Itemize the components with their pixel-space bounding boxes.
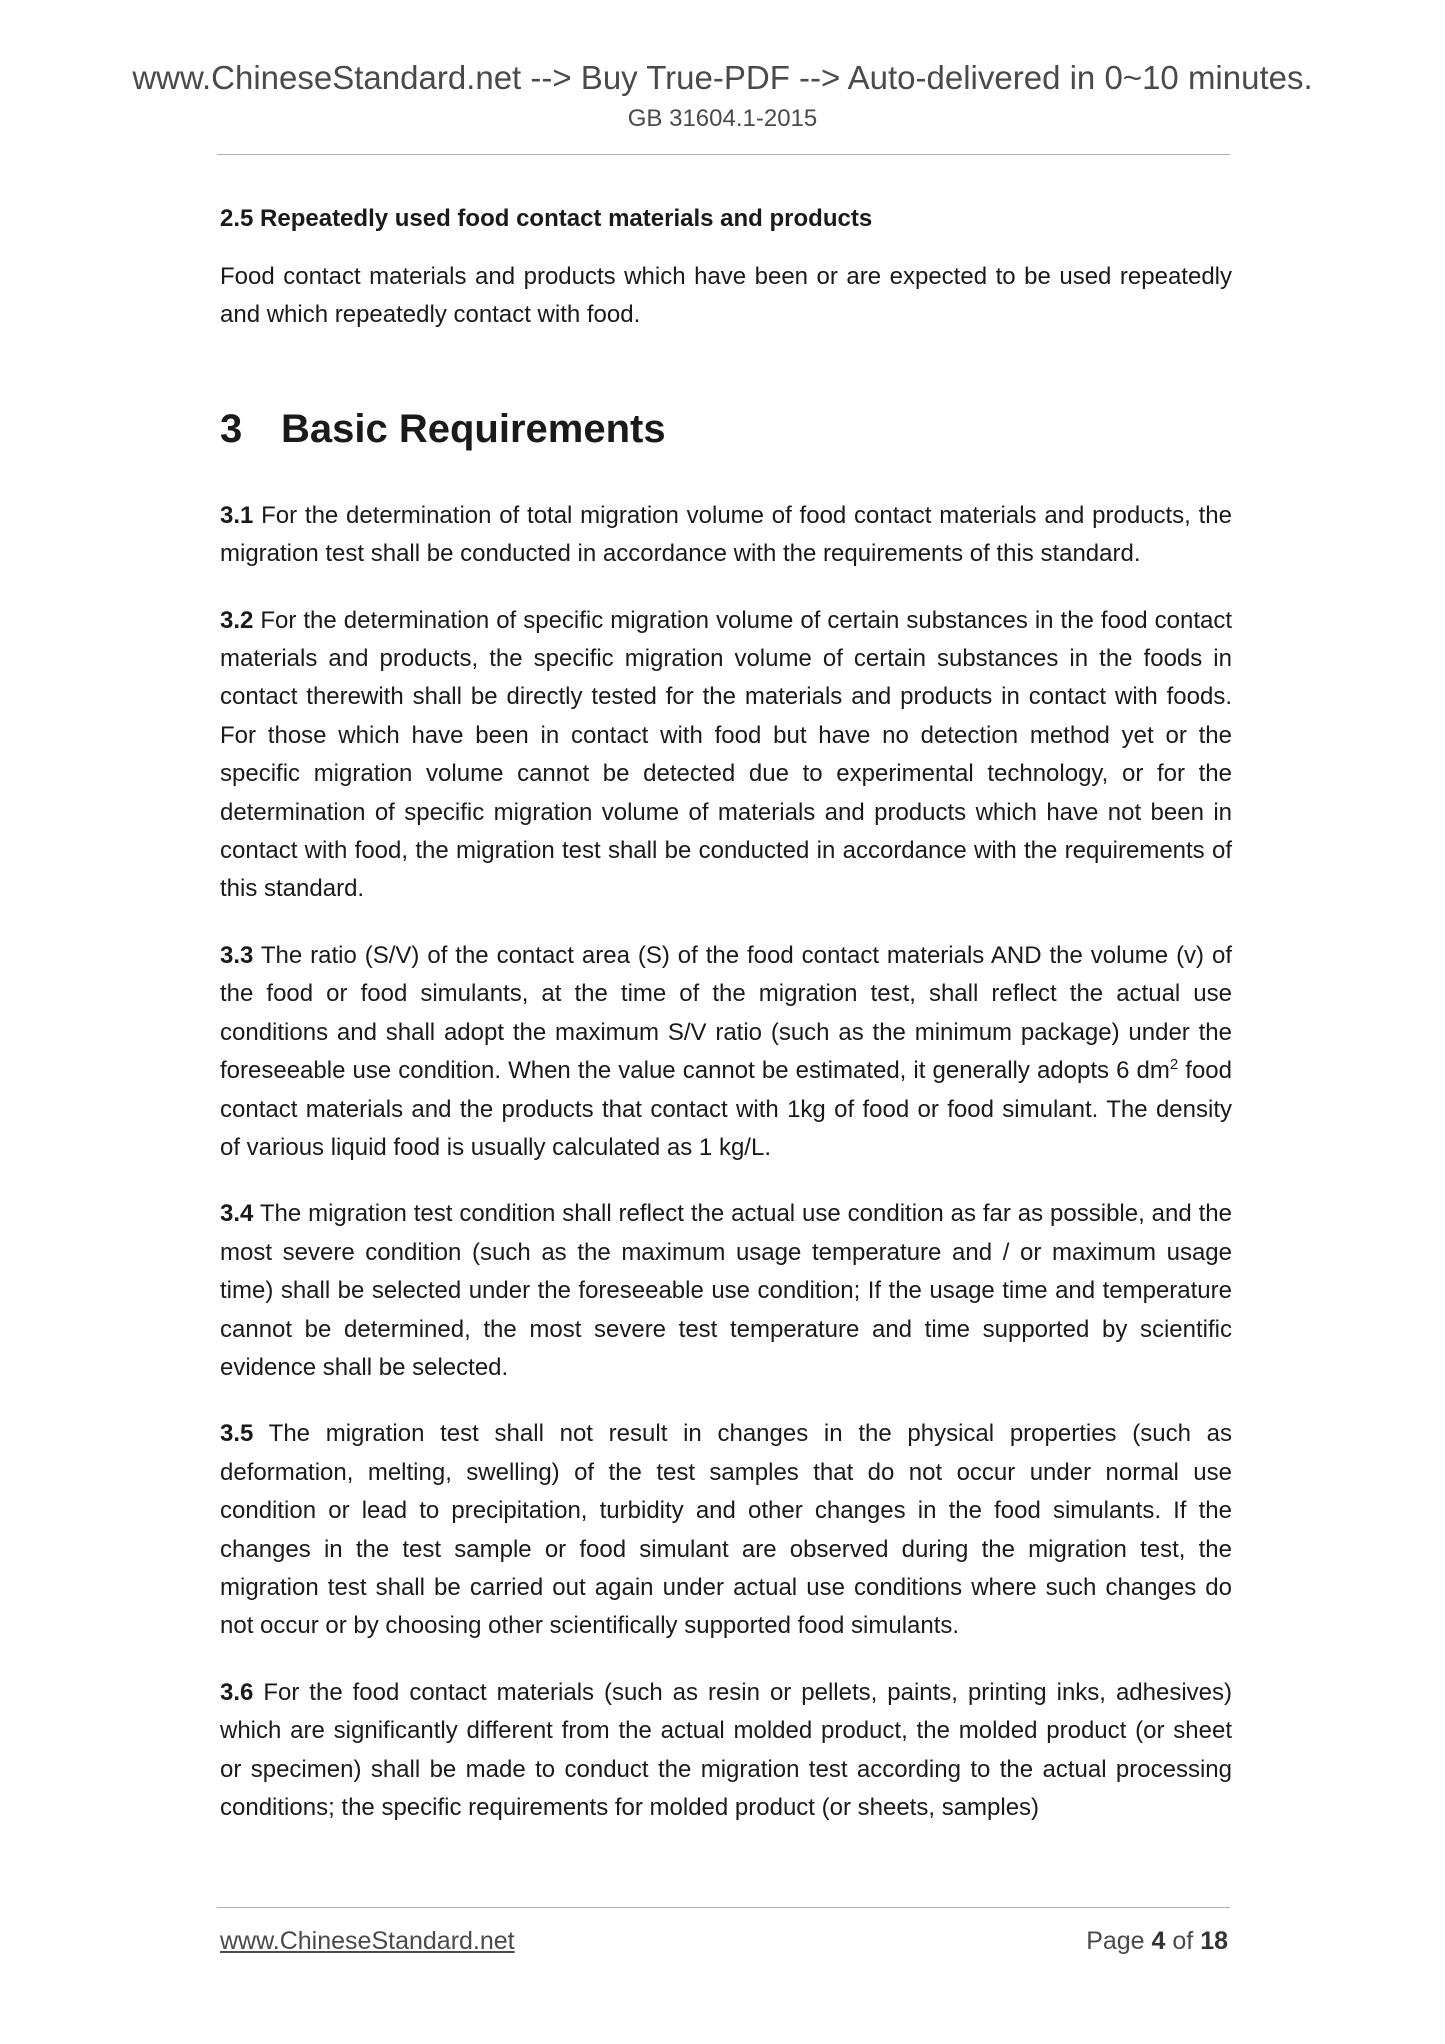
clause-text: For the food contact materials (such as resin or pellets, paints, printing inks, adhesives) which are significantly different from the actual molded product, the molded product (or sheet or specimen) shall be made to conduct the migration test according to the actual processing conditions; the specific requirements for molded product (or sheets, samples) (220, 1678, 1232, 1821)
clause-number: 3.4 (220, 1200, 254, 1228)
clause-number: 3.5 (220, 1420, 254, 1448)
current-page-number: 4 (1151, 1927, 1166, 1955)
header-banner: www.ChineseStandard.net --> Buy True-PDF --> Auto-delivered in 0~10 minutes. (132, 59, 1313, 96)
clause-number: 3.6 (220, 1678, 254, 1706)
subsection-heading-2-5: 2.5 Repeatedly used food contact materials and products (220, 205, 873, 232)
clause-3-1 (220, 497, 1232, 574)
clause-number: 3.3 (220, 941, 254, 969)
section-number: 3 (220, 406, 243, 451)
clause-3-2 (220, 602, 1232, 909)
footer-divider (217, 1907, 1230, 1908)
clause-3-6 (220, 1674, 1232, 1828)
clause-text-continued: food contact materials and the products that contact with 1kg of food or food simulant. The density of various liquid food is usually calculated as 1 kg/L. (220, 1057, 1232, 1161)
section-heading-3 (220, 405, 1232, 453)
document-body (220, 200, 1232, 1855)
clause-3-3 (220, 937, 1232, 1167)
page-footer (220, 1924, 1228, 1958)
clause-text: For the determination of specific migration volume of certain substances in the food contact materials and products, the specific migration volume of certain substances in the foods in contact therewith shall be directly tested for the materials and products in contact with foods. For those which have been in contact with food but have no detection method yet or the specific migration volume cannot be detected due to experimental technology, or for the determination of specific migration volume of materials and products which have not been in contact with food, the migration test shall be conducted in accordance with the requirements of this standard. (220, 606, 1232, 903)
clause-number: 3.2 (220, 606, 254, 634)
clause-text: For the determination of total migration volume of food contact materials and products, the migration test shall be conducted in accordance with the requirements of this standard. (220, 501, 1232, 568)
subsection-text-2-5: Food contact materials and products which have been or are expected to be used repeatedly and which repeatedly contact with food. (220, 263, 1232, 329)
page-label: Page (1086, 1927, 1152, 1955)
footer-site-link[interactable]: www.ChineseStandard.net (220, 1927, 515, 1955)
standard-code: GB 31604.1-2015 (627, 105, 818, 132)
total-pages-number: 18 (1200, 1927, 1228, 1955)
header-divider (217, 154, 1230, 155)
page-of-label: of (1165, 1927, 1201, 1955)
page-indicator (1086, 1924, 1228, 1958)
clause-3-4 (220, 1195, 1232, 1387)
superscript-exponent: 2 (1169, 1056, 1179, 1074)
section-title: Basic Requirements (281, 406, 666, 451)
clause-text: The migration test condition shall reflect the actual use condition as far as possible, and the most severe condition (such as the maximum usage temperature and / or maximum usage time) shall be selected under the foreseeable use condition; If the usage time and temperature cannot be determined, the most severe test temperature and time supported by scientific evidence shall be selected. (220, 1200, 1232, 1381)
page-header (0, 58, 1445, 134)
clause-text: The ratio (S/V) of the contact area (S) of the food contact materials AND the volume (v) of the food or food simulants, at the time of the migration test, shall reflect the actual use conditions and shall adopt the maximum S/V ratio (such as the minimum package) under the foreseeable use condition. When the value cannot be estimated, it generally adopts 6 dm (220, 941, 1232, 1085)
clause-3-5 (220, 1415, 1232, 1645)
clause-number: 3.1 (220, 501, 254, 529)
clause-text: The migration test shall not result in changes in the physical properties (such as deformation, melting, swelling) of the test samples that do not occur under normal use condition or lead to precipitation, turbidity and other changes in the food simulants. If the changes in the test sample or food simulant are observed during the migration test, the migration test shall be carried out again under actual use conditions where such changes do not occur or by choosing other scientifically supported food simulants. (220, 1420, 1232, 1640)
